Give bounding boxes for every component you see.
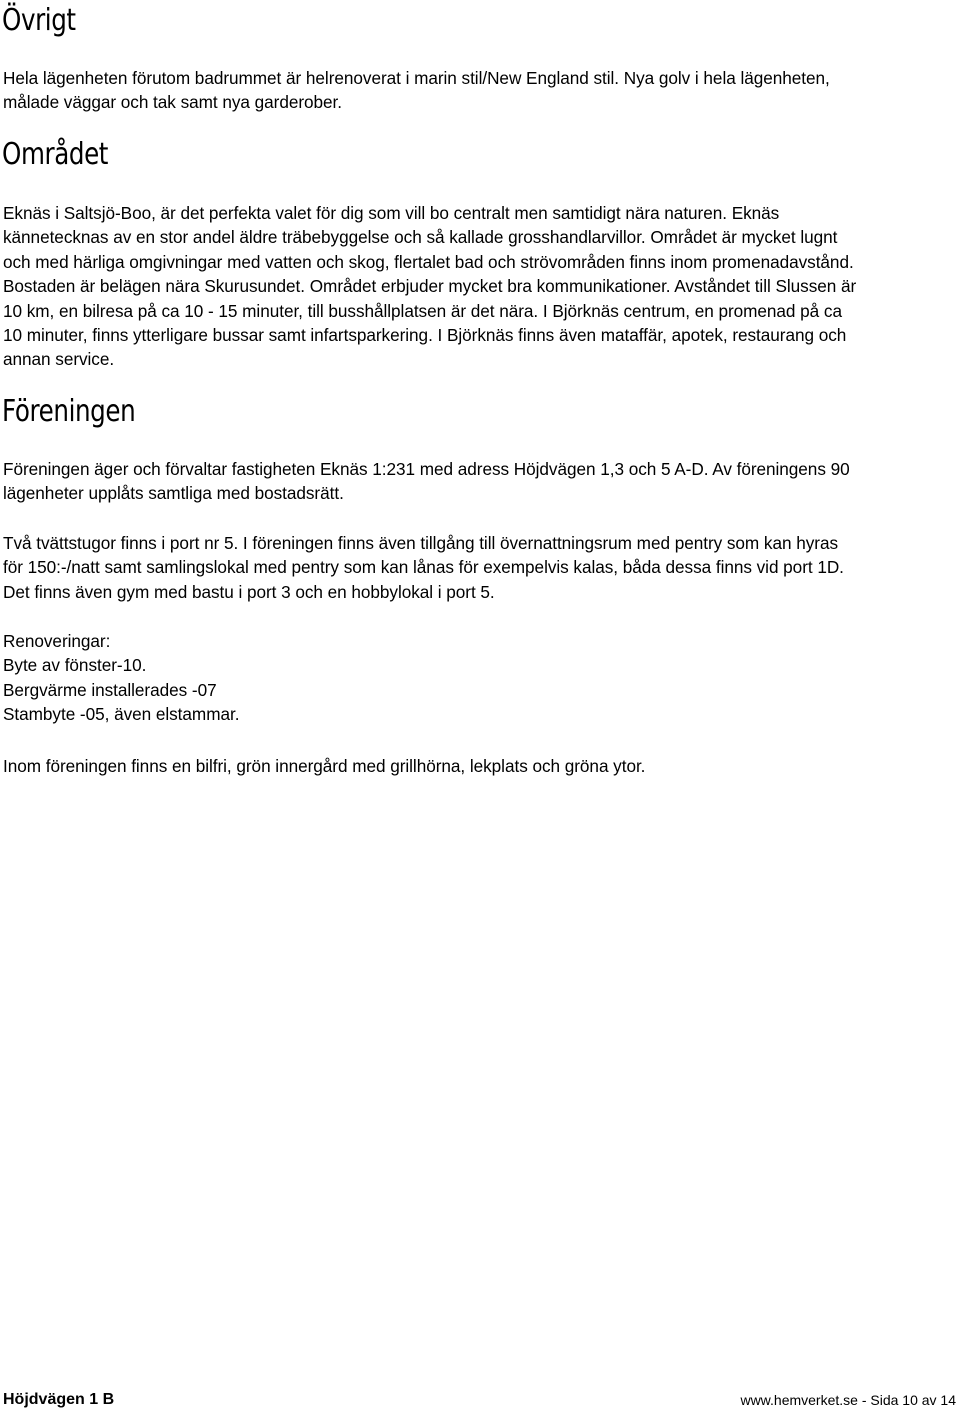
text-line: Renoveringar: <box>3 631 111 651</box>
paragraph-ovrigt <box>3 66 955 115</box>
paragraph-omradet <box>3 201 955 372</box>
text-line: Föreningen äger och förvaltar fastigheten Eknäs 1:231 med adress Höjdvägen 1,3 och 5 A-D. Av föreningens 90 <box>3 459 850 479</box>
text-line: lägenheter upplåts samtliga med bostadsrätt. <box>3 483 344 504</box>
heading-ovrigt: Övrigt <box>2 3 76 38</box>
heading-foreningen: Föreningen <box>2 394 136 429</box>
text-line: Bergvärme installerades -07 <box>3 679 217 700</box>
text-line: och med härliga omgivningar med vatten och skog, flertalet bad och strövområden finns inom promenadavstånd. <box>3 251 854 272</box>
text-line: Stambyte -05, även elstammar. <box>3 704 240 725</box>
text-line: Inom föreningen finns en bilfri, grön innergård med grillhörna, lekplats och gröna ytor. <box>3 756 646 776</box>
paragraph-foreningen-1 <box>3 457 955 506</box>
text-line: kännetecknas av en stor andel äldre träbebyggelse och så kallade grosshandlarvillor. Området är mycket lugnt <box>3 227 838 248</box>
text-line: Det finns även gym med bastu i port 3 och en hobbylokal i port 5. <box>3 581 495 602</box>
text-line: för 150:-/natt samt samlingslokal med pentry som kan lånas för exempelvis kalas, båda dessa finns vid port 1D. <box>3 557 844 578</box>
text-line: annan service. <box>3 349 115 370</box>
paragraph-renoveringar <box>3 629 955 727</box>
text-line: målade väggar och tak samt nya garderober. <box>3 92 342 113</box>
footer-address: Höjdvägen 1 B <box>3 1391 115 1408</box>
text-line: Byte av fönster-10. <box>3 655 147 676</box>
paragraph-foreningen-4 <box>3 754 955 778</box>
text-line: 10 km, en bilresa på ca 10 - 15 minuter, till busshållplatsen är det nära. I Björknäs centrum, en promenad på ca <box>3 300 842 321</box>
paragraph-foreningen-2 <box>3 531 955 604</box>
text-line: Bostaden är belägen nära Skurusundet. Området erbjuder mycket bra kommunikationer. Avståndet till Slussen är <box>3 276 857 297</box>
text-line: Två tvättstugor finns i port nr 5. I föreningen finns även tillgång till övernattningsrum med pentry som kan hyras <box>3 533 838 553</box>
text-line: Eknäs i Saltsjö-Boo, är det perfekta valet för dig som vill bo centralt men samtidigt nära naturen. Eknäs <box>3 203 780 223</box>
footer-site-page: www.hemverket.se - Sida 10 av 14 <box>740 1392 956 1408</box>
text-line: Hela lägenheten förutom badrummet är helrenoverat i marin stil/New England stil. Nya golv i hela lägenheten, <box>3 68 830 88</box>
heading-omradet: Området <box>2 137 109 172</box>
text-line: 10 minuter, finns ytterligare bussar samt infartsparkering. I Björknäs finns även mataffär, apotek, restaurang och <box>3 325 847 346</box>
